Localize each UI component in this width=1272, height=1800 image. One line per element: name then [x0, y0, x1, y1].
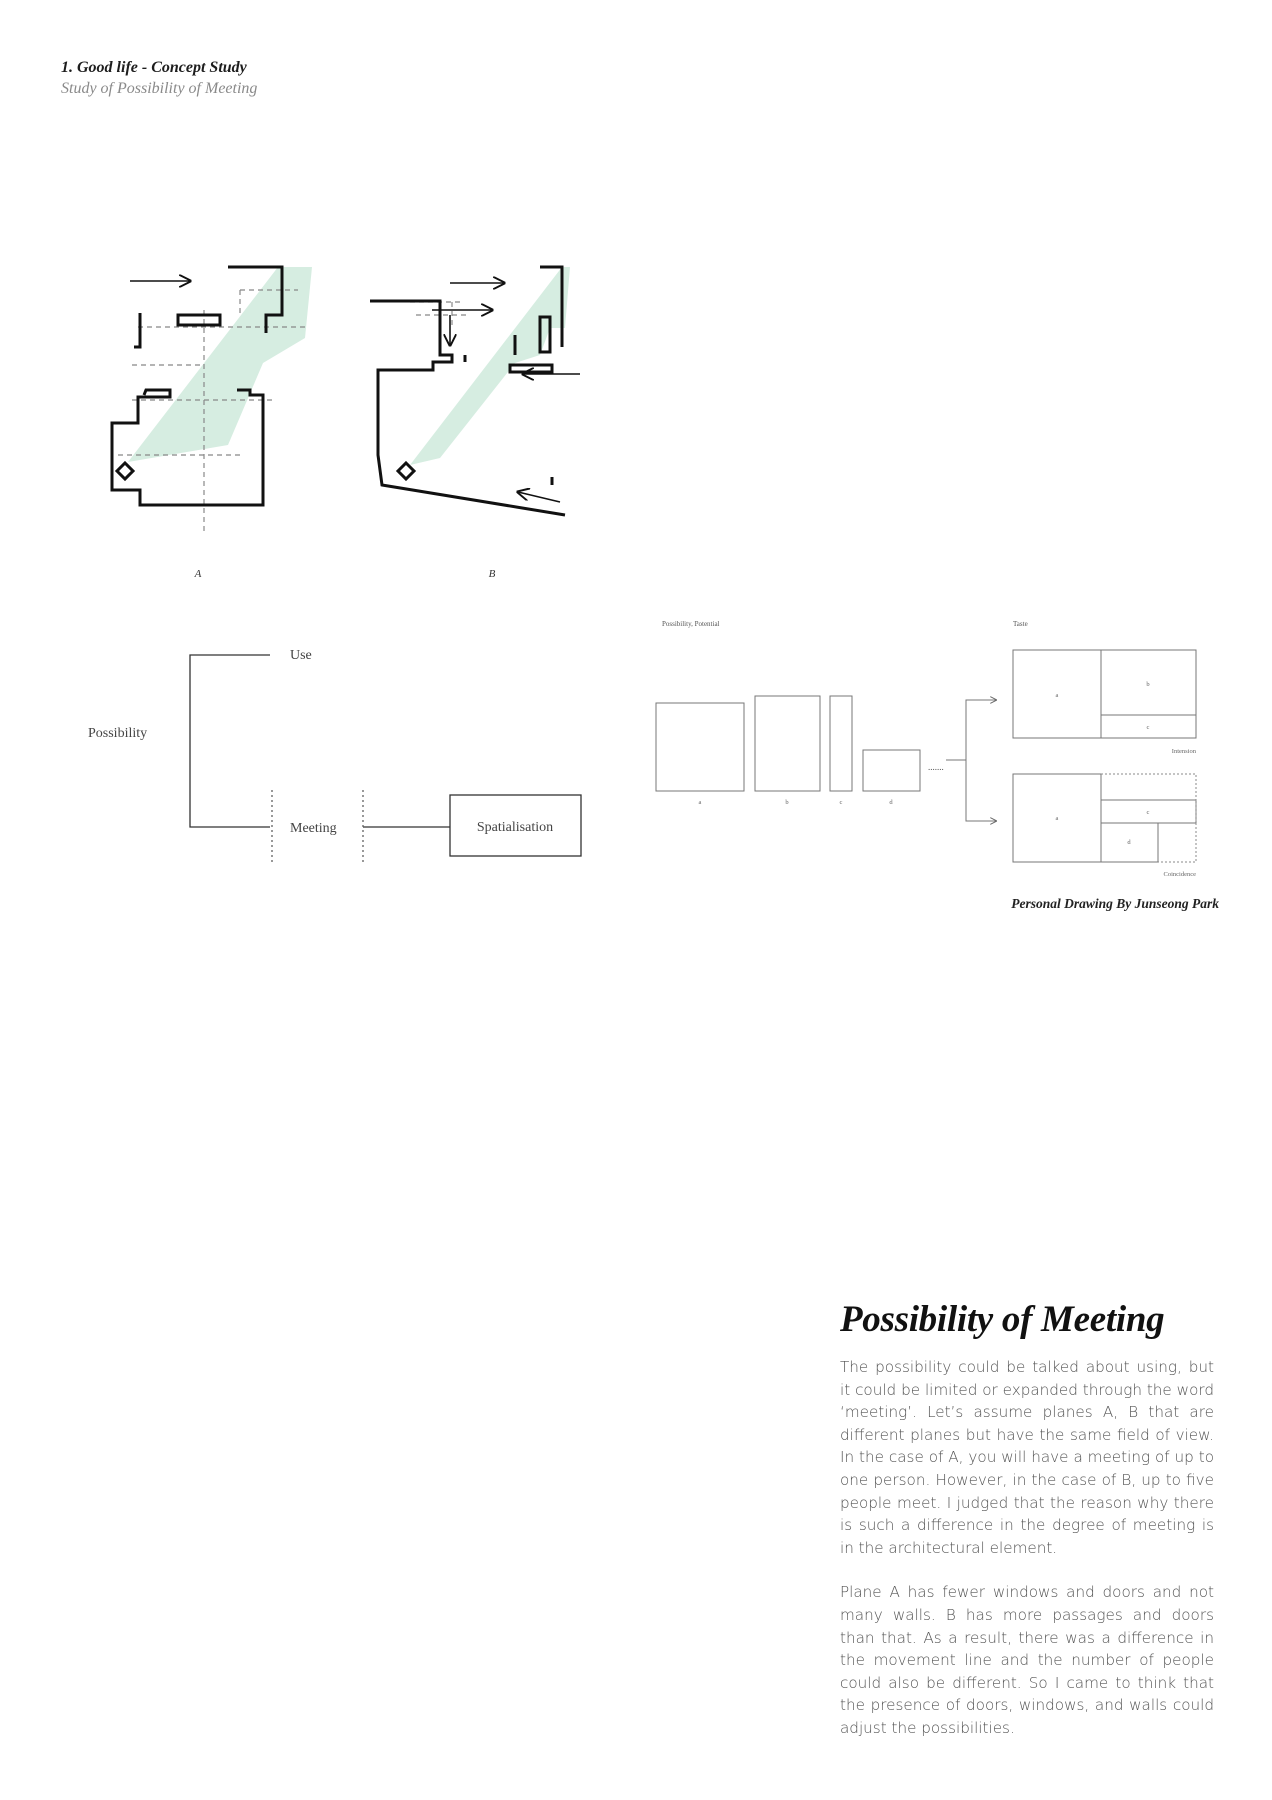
d-label: d	[889, 799, 893, 806]
section-title: 1. Good life - Concept Study	[61, 59, 247, 76]
b-label: b	[785, 799, 789, 806]
taste-title: Taste	[1013, 620, 1028, 628]
a-label: a	[698, 799, 702, 806]
article-title: Possibility of Meeting	[840, 1299, 1165, 1340]
intension-label: Intension	[1171, 748, 1196, 755]
coincidence-d-label: d	[1127, 839, 1131, 846]
coincidence-c-label: c	[1146, 809, 1150, 816]
field-of-view-a	[128, 267, 312, 462]
plan-a	[112, 267, 312, 580]
plan-diagrams	[60, 215, 620, 585]
article-paragraph-1: The possibility could be talked about using, but it could be limited or expanded through the word ‘meeting’. Let’s assume planes A, B that are different planes but have the same field of view. In the case of A, you will have a meeting of up to one person. However, in the case of B, up to five people meet. I judged that the reason why there is such a difference in the degree of meeting is in the architectural element.	[840, 1358, 1214, 1557]
concept-diagram	[60, 612, 600, 872]
taste-diagram	[650, 598, 1220, 888]
possibility-label: Possibility	[88, 726, 148, 741]
section-subtitle: Study of Possibility of Meeting	[61, 80, 258, 97]
intension-b-label: b	[1146, 681, 1150, 688]
plan-b-label: B	[488, 568, 496, 580]
coincidence-a-label: a	[1055, 815, 1059, 822]
drawing-credit: Personal Drawing By Junseong Park	[1011, 896, 1219, 911]
coincidence-label: Coincidence	[1163, 871, 1196, 878]
intension-c-label: c	[1146, 724, 1150, 731]
ellipsis: .......	[928, 762, 944, 772]
c-label: c	[839, 799, 843, 806]
possibility-potential-title: Possibility, Potential	[662, 620, 720, 628]
page-header	[61, 57, 257, 99]
plan-a-label: A	[194, 568, 202, 580]
use-label: Use	[290, 648, 312, 663]
meeting-label: Meeting	[290, 821, 337, 836]
article-paragraph-2: Plane A has fewer windows and doors and not many walls. B has more passages and doors than that. As a result, there was a difference in the movement line and the number of people could also be different. So I came to think that the presence of doors, windows, and walls could adjust the possibilities.	[840, 1583, 1214, 1737]
plan-b	[370, 267, 580, 580]
spatialisation-label: Spatialisation	[476, 820, 554, 835]
intension-a-label: a	[1055, 692, 1059, 699]
article	[840, 1298, 1214, 1740]
